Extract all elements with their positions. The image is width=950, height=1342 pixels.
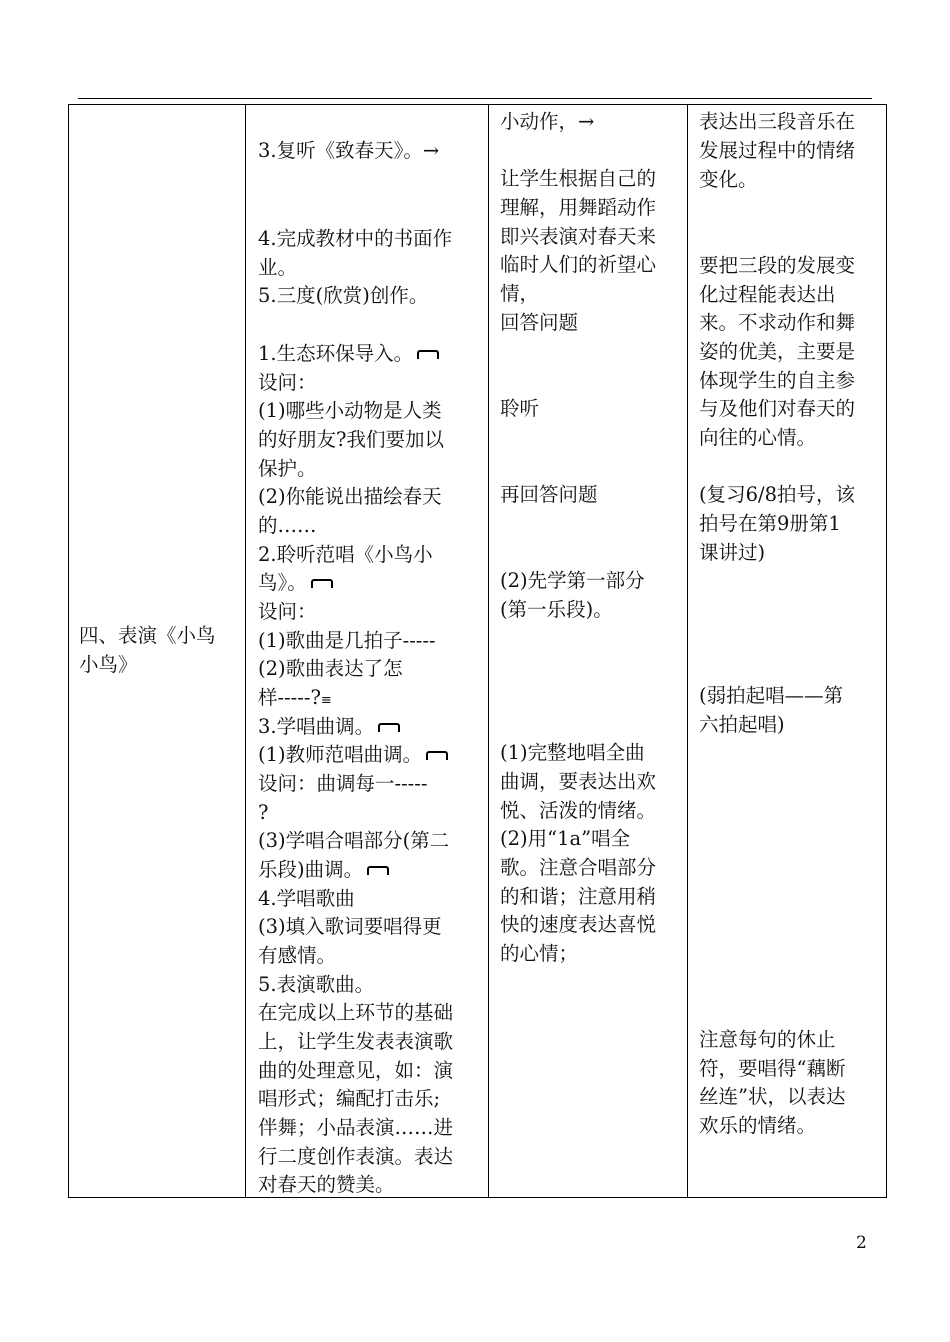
- teacher-step-line: (3)学唱合唱部分(第二: [258, 829, 450, 852]
- teacher-step-line: 的……: [258, 514, 317, 537]
- student-activity-line: 临时人们的祈望心: [500, 253, 657, 276]
- teacher-step-line: (1)哪些小动物是人类: [258, 399, 442, 422]
- design-note-line: 发展过程中的情绪: [699, 139, 856, 162]
- student-activity-line: 情，: [500, 282, 540, 305]
- design-note-line: 姿的优美，主要是: [699, 340, 856, 363]
- lesson-plan-table: [68, 104, 887, 1198]
- student-activity-line: 聆听: [500, 397, 540, 420]
- student-activity-line: 歌。注意合唱部分: [500, 856, 657, 879]
- teacher-step-line: (2)你能说出描绘春天: [258, 485, 442, 508]
- design-note-line: 拍号在第9册第1: [699, 512, 841, 535]
- design-note-line: 注意每句的休止: [699, 1028, 836, 1051]
- design-note-line: 符，要唱得“藕断: [699, 1057, 846, 1080]
- page-number: 2: [856, 1233, 867, 1253]
- section-title-line: 小鸟》: [79, 653, 138, 676]
- header-rule: [78, 98, 872, 99]
- design-note-line: 丝连”状，以表达: [699, 1085, 846, 1108]
- design-note-line: 表达出三段音乐在: [699, 110, 856, 133]
- repeat-mark-icon: [367, 866, 389, 875]
- student-activity-line: 理解，用舞蹈动作: [500, 196, 657, 219]
- design-notes-cell: [688, 105, 887, 1198]
- design-note-line: 六拍起唱): [699, 713, 785, 736]
- design-note-line: 体现学生的自主参: [699, 369, 856, 392]
- teacher-step-line: 曲的处理意见，如：演: [258, 1059, 454, 1082]
- teacher-step-line: (3)填入歌词要唱得更: [258, 915, 442, 938]
- teacher-step-line: 伴舞；小品表演……进: [258, 1116, 454, 1139]
- student-activities-cell: [489, 105, 688, 1198]
- teacher-step-line: (2)歌曲表达了怎: [258, 657, 403, 680]
- teacher-step-line: 5.表演歌曲。: [258, 973, 375, 996]
- teacher-step-line: 的好朋友?我们要加以: [258, 428, 444, 451]
- teacher-steps-cell: [246, 105, 489, 1198]
- design-note-line: 欢乐的情绪。: [699, 1114, 817, 1137]
- teacher-step-line: 4.完成教材中的书面作: [258, 227, 453, 250]
- teacher-step-text: 1.生态环保导入。: [258, 342, 414, 365]
- design-note-line: 向往的心情。: [699, 426, 817, 449]
- teacher-step-text: (1)教师范唱曲调。: [258, 743, 423, 766]
- teacher-step-line: 3.复听《致春天》。→: [258, 139, 440, 162]
- student-activity-line: 再回答问题: [500, 483, 598, 506]
- student-activity-line: 即兴表演对春天来: [500, 225, 657, 248]
- teacher-step-text: 3.学唱曲调。: [258, 715, 375, 738]
- teacher-step-text: 乐段)曲调。: [258, 858, 364, 881]
- student-activity-line: (2)用“1a”唱全: [500, 827, 631, 850]
- teacher-step-line: [258, 569, 484, 598]
- design-note-line: 变化。: [699, 168, 758, 191]
- section-title-line: 四、表演《小鸟: [79, 624, 216, 648]
- teacher-step-line: 4.学唱歌曲: [258, 887, 355, 910]
- student-activity-line: 让学生根据自己的: [500, 167, 657, 190]
- student-activity-line: 快的速度表达喜悦: [500, 913, 657, 936]
- teacher-step-line: 上，让学生发表表演歌: [258, 1030, 454, 1053]
- repeat-mark-icon: [378, 723, 400, 732]
- student-activity-line: 小动作，→: [500, 110, 595, 133]
- design-note-line: 化过程能表达出: [699, 283, 836, 306]
- section-title-cell: [69, 105, 246, 1198]
- teacher-step-line: 设问：: [258, 371, 317, 394]
- teacher-step-text: 样-----?: [258, 686, 321, 709]
- student-activity-line: 悦、活泼的情绪。: [500, 799, 657, 822]
- teacher-step-line: [258, 856, 484, 885]
- teacher-step-line: 2.聆听范唱《小鸟小: [258, 543, 433, 566]
- design-note-line: (弱拍起唱——第: [699, 684, 844, 707]
- teacher-step-line: 5.三度(欣赏)创作。: [258, 284, 429, 307]
- design-note-line: 课讲过): [699, 541, 766, 564]
- teacher-step-line: 行二度创作表演。表达: [258, 1145, 454, 1168]
- design-note-line: 来。不求动作和舞: [699, 311, 856, 334]
- teacher-step-line: ?: [258, 801, 269, 824]
- teacher-step-line: 保护。: [258, 457, 317, 480]
- student-activity-line: 的和谐；注意用稍: [500, 885, 657, 908]
- student-activity-line: 曲调，要表达出欢: [500, 770, 657, 793]
- student-activity-line: (第一乐段)。: [500, 598, 613, 621]
- student-activity-line: 的心情；: [500, 942, 579, 965]
- student-activity-line: 回答问题: [500, 311, 579, 334]
- teacher-step-line: (1)歌曲是几拍子-----: [258, 629, 436, 652]
- teacher-step-line: 有感情。: [258, 944, 337, 967]
- teacher-step-line: 业。: [258, 256, 298, 279]
- teacher-step-text: 鸟》。: [258, 571, 307, 594]
- teacher-step-line: 在完成以上环节的基础: [258, 1001, 454, 1024]
- table-row: [69, 105, 887, 1198]
- design-note-line: (复习6/8拍号，该: [699, 483, 855, 506]
- student-activity-line: (1)完整地唱全曲: [500, 741, 645, 764]
- sign-mark-icon: ≡: [320, 693, 332, 708]
- design-note-line: 要把三段的发展变: [699, 254, 856, 277]
- repeat-mark-icon: [426, 751, 448, 760]
- teacher-step-line: [258, 741, 484, 770]
- student-activity-line: (2)先学第一部分: [500, 569, 645, 592]
- teacher-step-line: 设问：曲调每一-----: [258, 772, 428, 795]
- teacher-step-line: [258, 713, 484, 742]
- repeat-mark-icon: [311, 579, 333, 588]
- teacher-step-line: [258, 684, 484, 716]
- teacher-step-line: [258, 340, 484, 369]
- teacher-step-line: 对春天的赞美。: [258, 1173, 395, 1196]
- repeat-mark-icon: [417, 350, 439, 359]
- teacher-step-line: 设问：: [258, 600, 317, 623]
- teacher-step-line: 唱形式；编配打击乐;: [258, 1087, 441, 1110]
- design-note-line: 与及他们对春天的: [699, 397, 856, 420]
